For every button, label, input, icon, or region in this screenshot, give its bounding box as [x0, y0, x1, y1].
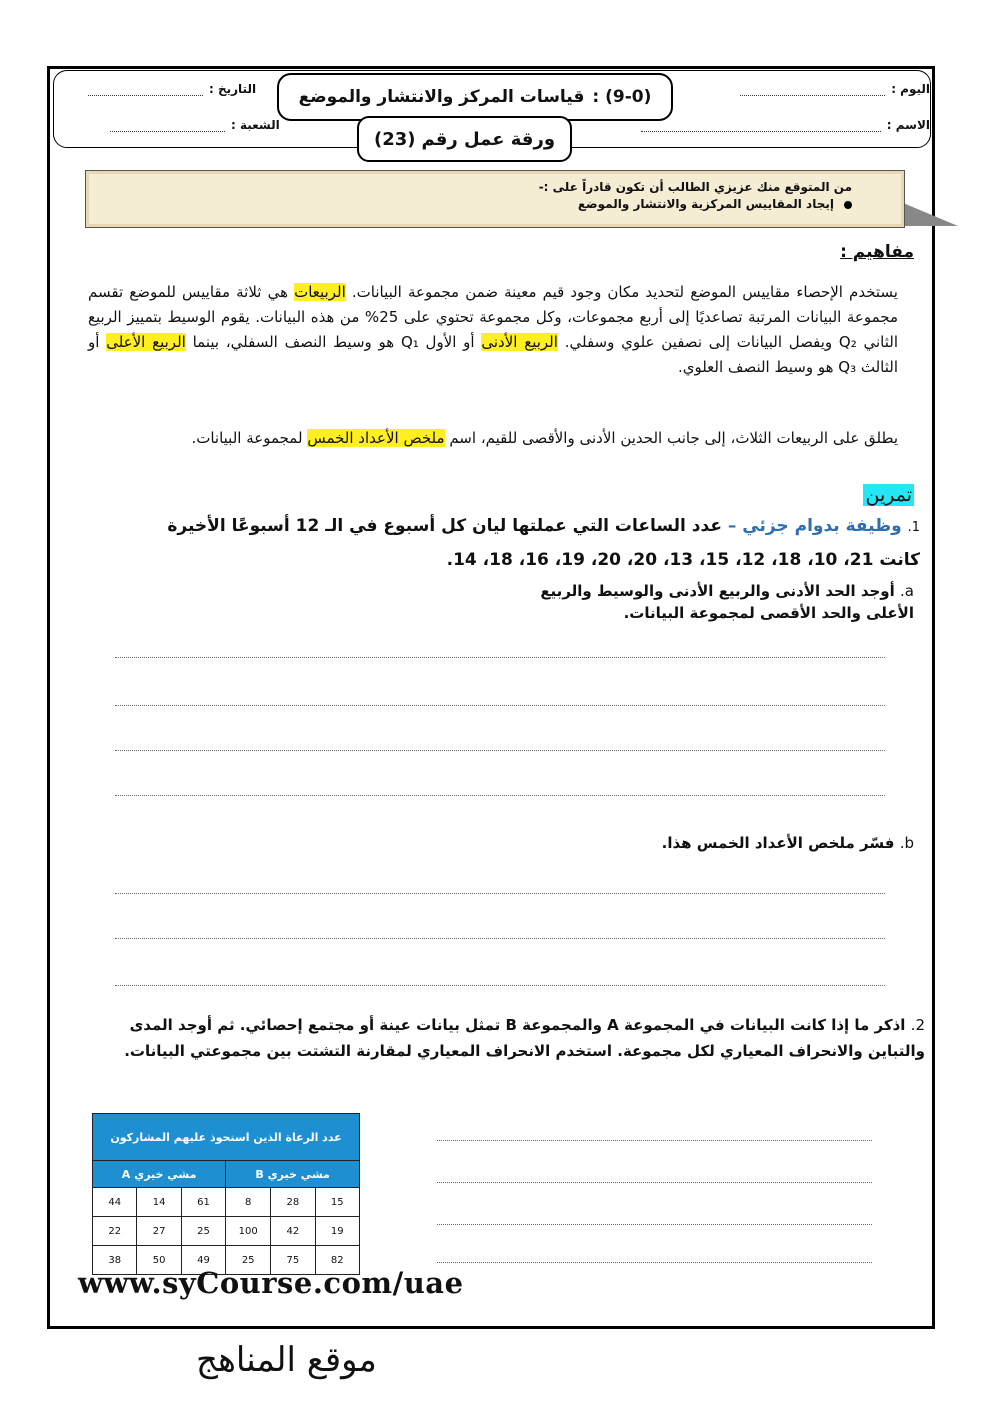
question-1-text: عدد الساعات التي عملتها ليان كل أسبوع في الـ 12 أسبوعًا الأخيرة [167, 516, 722, 536]
lesson-title [277, 73, 673, 121]
concepts-text: هي ثلاثة مقاييس للموضع تقسم مجموعة البيانات المرتبة تصاعديًا إلى أربع مجموعات، وكل مجموعة تحتوي على 25% من هذه البيانات. يقوم الوسيط بتمييز الربيع الثاني Q₂ ويفصل البيانات إلى نصفين علوي وسفلي. [88, 283, 899, 351]
table-title: عدد الرعاة الذين استحوذ عليهم المشاركون [93, 1114, 360, 1161]
table-cell: 8 [226, 1188, 271, 1217]
lesson-title-text: قياسات المركز والانتشار والموضع [298, 87, 585, 107]
site-name-arabic: موقع المناهج [196, 1340, 377, 1380]
highlight-upper-quartile: الربيع الأعلى [106, 333, 186, 351]
page-curl-decoration [896, 200, 958, 226]
concepts-paragraph-2 [88, 426, 898, 451]
table-cell: 38 [93, 1246, 137, 1275]
website-link[interactable]: www.syCourse.com/uae [78, 1266, 464, 1300]
date-input-line[interactable] [88, 85, 203, 96]
table-cell: 61 [181, 1188, 225, 1217]
concepts-text: يطلق على الربيعات الثلاث، إلى جانب الحدين الأدنى والأقصى للقيم، اسم [449, 429, 898, 447]
table-cell: 25 [226, 1246, 271, 1275]
name-label: الاسم : [886, 118, 930, 132]
name-input-line[interactable] [641, 121, 881, 132]
answer-line[interactable] [115, 705, 885, 706]
question-2-text: اذكر ما إذا كانت البيانات في المجموعة A والمجموعة B تمثل بيانات عينة أو مجتمع إحصائي. ثم أوجد المدى والتباين والانحراف المعياري لكل مجموعة. استخدم الانحراف المعياري لمقارنة التشتت بين مجموعتي البيانات. [124, 1016, 925, 1060]
table-cell: 28 [271, 1188, 315, 1217]
answer-line[interactable] [437, 1140, 872, 1141]
table-header-group-b: مشي خيري B [226, 1161, 360, 1188]
question-1b [584, 832, 914, 854]
table-cell: 15 [315, 1188, 359, 1217]
answer-line[interactable] [437, 1262, 872, 1263]
table-cell: 25 [181, 1217, 225, 1246]
table-cell: 50 [137, 1246, 181, 1275]
question-2-number: 2. [910, 1016, 925, 1034]
table-cell: 75 [271, 1246, 315, 1275]
question-1a-label: a. [900, 582, 914, 600]
table-cell: 44 [93, 1188, 137, 1217]
table-row [93, 1188, 360, 1217]
date-field[interactable] [88, 82, 256, 96]
highlight-lower-quartile: الربيع الأدنى [481, 333, 558, 351]
objective-item [86, 196, 852, 213]
day-label: اليوم : [891, 82, 930, 96]
answer-line[interactable] [115, 657, 885, 658]
name-field[interactable] [641, 118, 930, 132]
highlight-quartiles: الربيعات [294, 283, 346, 301]
answer-line[interactable] [115, 795, 885, 796]
question-1a-text-2: الأعلى والحد الأقصى لمجموعة البيانات. [623, 604, 914, 622]
answer-line[interactable] [437, 1224, 872, 1225]
day-input-line[interactable] [740, 85, 885, 96]
objectives-box [85, 170, 905, 228]
question-2 [80, 1012, 925, 1064]
table-row [93, 1217, 360, 1246]
section-field[interactable] [110, 118, 280, 132]
date-label: التاريخ : [209, 82, 257, 96]
sponsors-table [92, 1113, 360, 1275]
table-cell: 100 [226, 1217, 271, 1246]
question-1a [484, 580, 914, 624]
question-1b-label: b. [899, 834, 914, 852]
answer-line[interactable] [115, 893, 885, 894]
worksheet-number-box [357, 116, 572, 162]
worksheet-label: ورقة عمل رقم [421, 128, 556, 150]
objectives-intro: من المتوقع منك عزيزي الطالب أن تكون قادراً على :- [538, 180, 852, 194]
highlight-five-number-summary: ملخص الأعداد الخمس [307, 429, 445, 447]
objective-item-text: إيجاد المقاييس المركزية والانتشار والموضع [577, 197, 834, 211]
question-1a-text-1: أوجد الحد الأدنى والربيع الأدنى والوسيط والربيع [540, 582, 895, 600]
concepts-paragraph-1 [88, 280, 898, 380]
question-1b-text: فسّر ملخص الأعداد الخمس هذا. [661, 834, 895, 852]
table-cell: 14 [137, 1188, 181, 1217]
table-cell: 27 [137, 1217, 181, 1246]
section-label: الشعبة : [231, 118, 280, 132]
lesson-code: (9-0) : [592, 87, 652, 107]
table-cell: 22 [93, 1217, 137, 1246]
concepts-text: أو الثالث Q₃ هو وسيط النصف العلوي. [88, 333, 898, 376]
table-cell: 19 [315, 1217, 359, 1246]
table-header-group-a: مشي خيري A [93, 1161, 226, 1188]
table-cell: 42 [271, 1217, 315, 1246]
question-1-number: 1. [907, 520, 920, 535]
question-1 [82, 510, 920, 576]
bullet-icon [844, 201, 852, 209]
answer-line[interactable] [437, 1182, 872, 1183]
concepts-text: يستخدم الإحصاء مقاييس الموضع لتحديد مكان وجود قيم معينة ضمن مجموعة البيانات. [351, 283, 898, 301]
answer-line[interactable] [115, 938, 885, 939]
table-cell: 82 [315, 1246, 359, 1275]
concepts-text: أو الأول Q₁ هو وسيط النصف السفلي، بينما [192, 333, 475, 351]
concepts-heading: مفاهيم : [840, 242, 914, 262]
section-input-line[interactable] [110, 121, 225, 132]
table-cell: 49 [181, 1246, 225, 1275]
exercise-tag: تمرين [865, 484, 912, 506]
worksheet-number: (23) [374, 128, 416, 150]
answer-line[interactable] [115, 750, 885, 751]
question-1-topic: وظيفة بدوام جزئي – [727, 516, 902, 536]
concepts-text: لمجموعة البيانات. [191, 429, 303, 447]
answer-line[interactable] [115, 985, 885, 986]
day-field[interactable] [740, 82, 930, 96]
question-1-data: كانت 21، 10، 18، 12، 15، 13، 20، 20، 19، 16، 18، 14. [446, 550, 920, 570]
